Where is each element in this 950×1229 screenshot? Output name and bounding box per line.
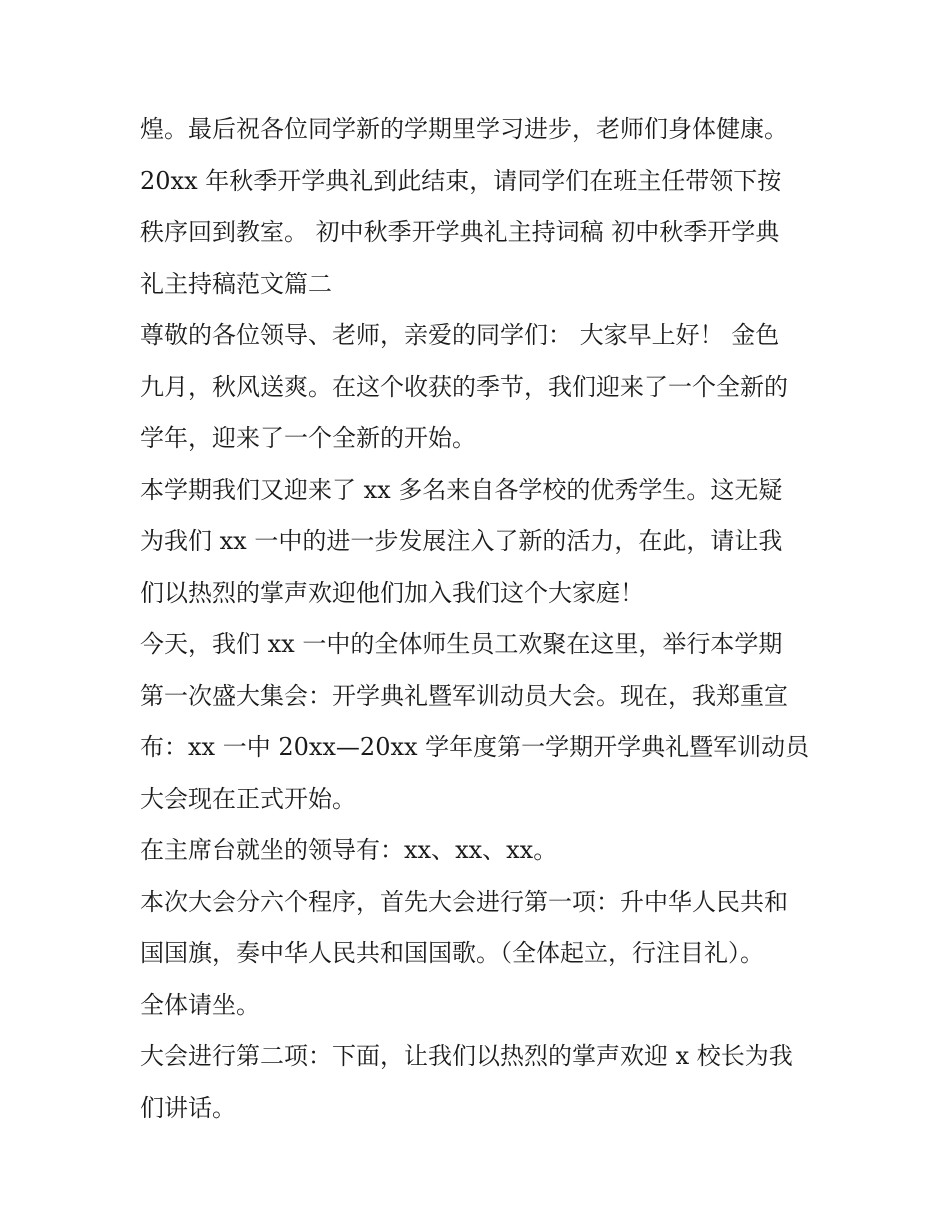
text-line: 本学期我们又迎来了 xx 多名来自各学校的优秀学生。这无疑: [140, 475, 783, 504]
text-line: 布：xx 一中 20xx—20xx 学年度第一学期开学典礼暨军训动员: [140, 733, 810, 761]
text-line: 大会现在正式开始。: [140, 784, 356, 813]
text-line: 礼主持稿范文篇二: [140, 269, 332, 298]
text-line: 尊敬的各位领导、老师，亲爱的同学们： 大家早上好！ 金色: [140, 321, 780, 349]
text-line: 第一次盛大集会：开学典礼暨军训动员大会。现在，我郑重宣: [140, 681, 788, 710]
text-line: 为我们 xx 一中的进一步发展注入了新的活力，在此，请让我: [140, 527, 783, 555]
text-line: 国国旗，奏中华人民共和国国歌。（全体起立，行注目礼）。: [140, 939, 764, 967]
text-line: 今天，我们 xx 一中的全体师生员工欢聚在这里，举行本学期: [140, 630, 783, 658]
text-line: 们讲话。: [140, 1093, 236, 1122]
text-line: 20xx 年秋季开学典礼到此结束，请同学们在班主任带领下按: [140, 166, 782, 195]
text-line: 九月，秋风送爽。在这个收获的季节，我们迎来了一个全新的: [140, 372, 788, 401]
text-line: 本次大会分六个程序，首先大会进行第一项：升中华人民共和: [140, 887, 788, 916]
document-body: [140, 104, 820, 1134]
text-line: 学年，迎来了一个全新的开始。: [140, 424, 476, 452]
text-line: 秩序回到教室。 初中秋季开学典礼主持词稿 初中秋季开学典: [140, 218, 780, 246]
text-line: 全体请坐。: [140, 990, 260, 1019]
text-line: 煌。最后祝各位同学新的学期里学习进步，老师们身体健康。: [140, 115, 788, 143]
text-line: 们以热烈的掌声欢迎他们加入我们这个大家庭！: [140, 578, 644, 607]
text-line: 在主席台就坐的领导有：xx、xx、xx。: [140, 836, 558, 864]
text-line: 大会进行第二项：下面，让我们以热烈的掌声欢迎 x 校长为我: [140, 1042, 793, 1070]
